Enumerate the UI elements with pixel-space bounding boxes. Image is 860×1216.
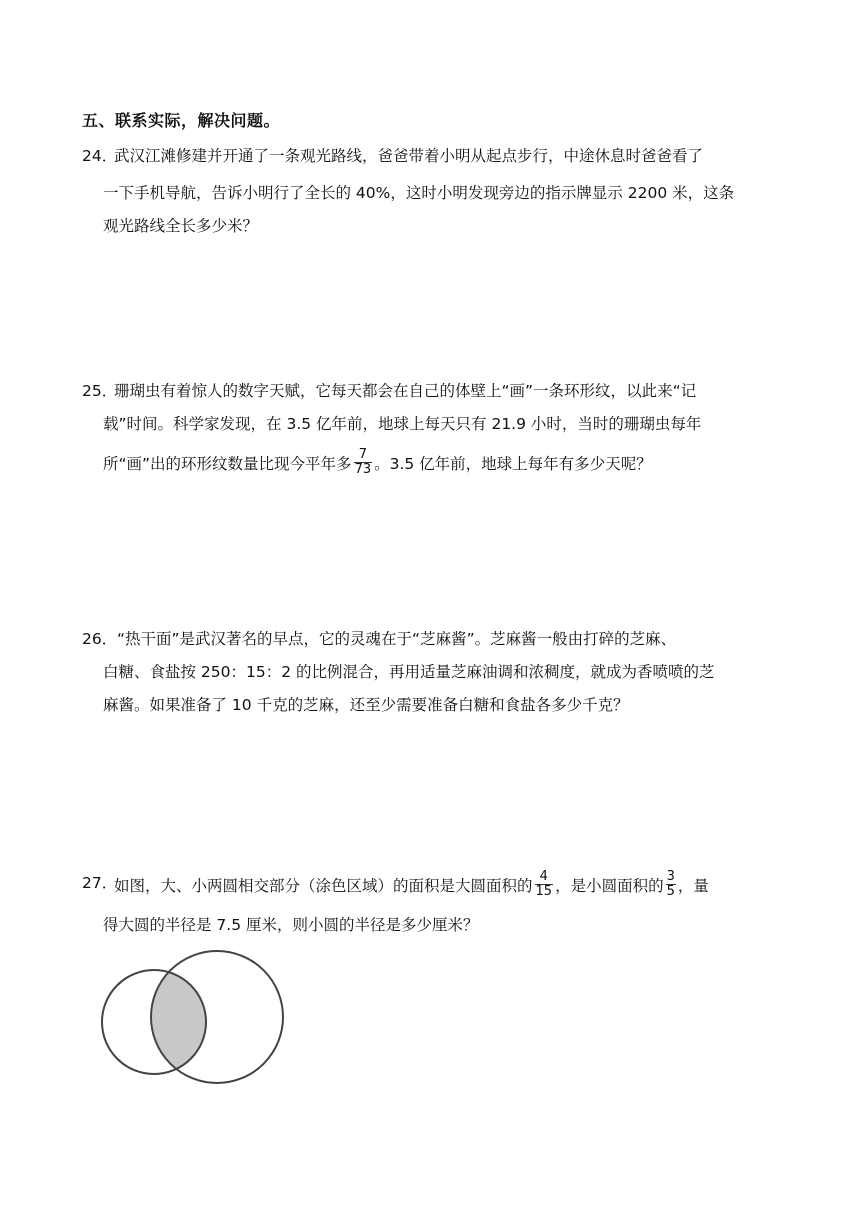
section-title: 五、联系实际，解决问题。 <box>82 111 281 130</box>
problem-text-line: 珊瑚虫有着惊人的数字天赋，它每天都会在自己的体壁上“画”一条环形纹，以此来“记 <box>114 382 697 400</box>
fraction-denominator: 5 <box>666 884 675 899</box>
problem-number: 25． <box>82 382 118 400</box>
text-segment: 如图，大、小两圆相交部分（涂色区域）的面积是大圆面积的 <box>114 877 533 895</box>
fraction-numerator: 4 <box>539 869 548 884</box>
text-segment: ，是小圆面积的 <box>555 877 664 895</box>
fraction-denominator: 73 <box>354 462 372 477</box>
text-segment: 所“画”出的环形纹数量比现今平年多 <box>103 455 352 473</box>
problem-text-line: 一下手机导航，告诉小明行了全长的 40%，这时小明发现旁边的指示牌显示 2200 米，这条 <box>103 184 735 202</box>
fraction-3-5 <box>666 870 676 899</box>
intersecting-circles-figure <box>98 948 290 1084</box>
fraction-7-73 <box>354 448 373 477</box>
problem-text-line: 武汉江滩修建并开通了一条观光路线，爸爸带着小明从起点步行，中途休息时爸爸看了 <box>114 147 704 165</box>
problem-text-line: 载”时间。科学家发现，在 3.5 亿年前，地球上每天只有 21.9 小时，当时的珊瑚虫每年 <box>103 415 702 433</box>
fraction-numerator: 7 <box>358 447 367 462</box>
problem-text-line: 观光路线全长多少米？ <box>103 217 259 235</box>
fraction-4-15 <box>535 870 554 899</box>
problem-number: 24． <box>82 147 118 165</box>
problem-text-line: 麻酱。如果准备了 10 千克的芝麻，还至少需要准备白糖和食盐各多少千克？ <box>103 696 629 714</box>
problem-text-line <box>103 447 652 479</box>
text-segment: ，量 <box>677 877 709 895</box>
problem-text-line: “热干面”是武汉著名的早点，它的灵魂在于“芝麻酱”。芝麻酱一般由打碎的芝麻、 <box>117 630 677 648</box>
problem-number: 27． <box>82 874 118 892</box>
problem-text-line: 白糖、食盐按 250：15：2 的比例混合，再用适量芝麻油调和浓稠度，就成为香喷喷的芝 <box>103 663 715 681</box>
text-segment: 。3.5 亿年前，地球上每年有多少天呢？ <box>374 455 652 473</box>
problem-text-line <box>114 869 709 901</box>
fraction-numerator: 3 <box>666 869 675 884</box>
problem-number: 26． <box>82 630 118 648</box>
problem-text-line: 得大圆的半径是 7.5 厘米，则小圆的半径是多少厘米？ <box>103 916 479 934</box>
fraction-denominator: 15 <box>535 884 553 899</box>
